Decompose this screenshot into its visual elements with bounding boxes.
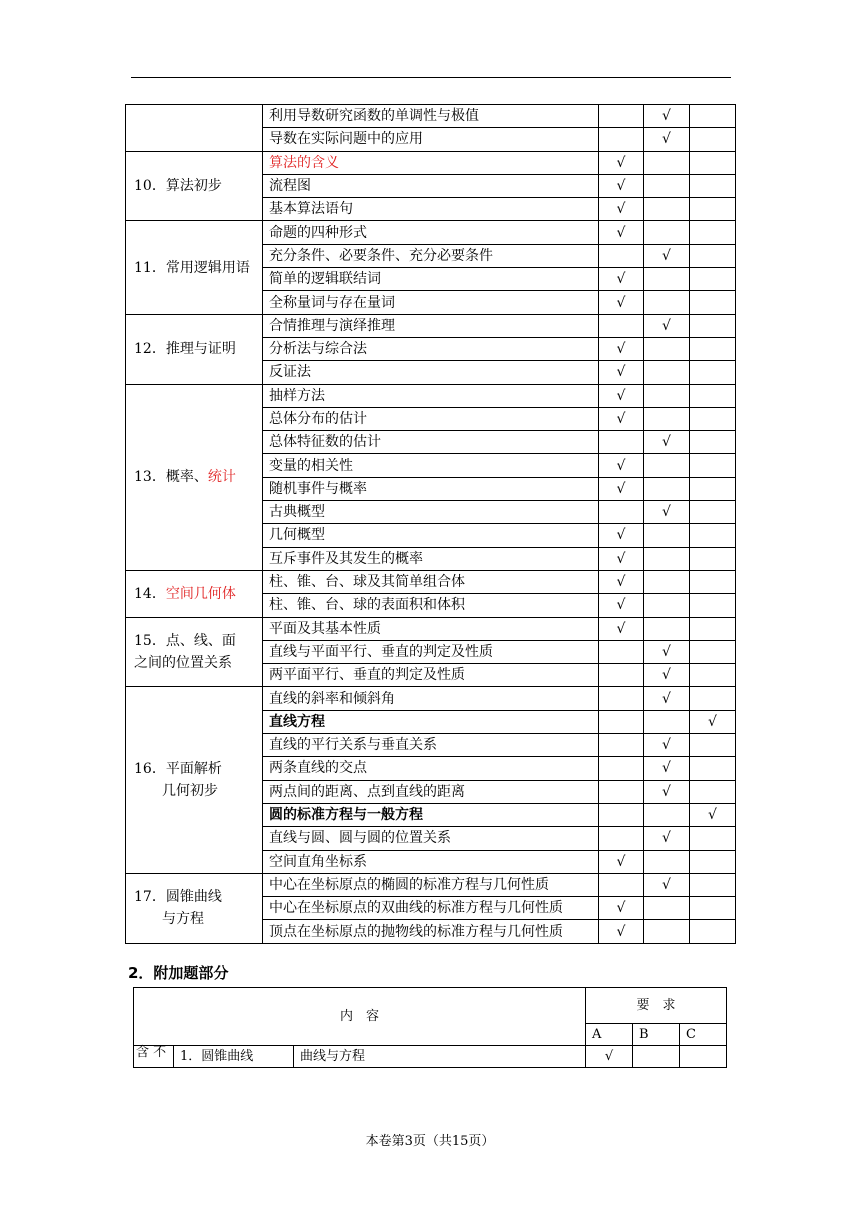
row-prefix: 含 不	[134, 1046, 174, 1068]
level-c-cell	[690, 454, 736, 477]
level-a-cell: √	[599, 268, 644, 291]
level-c-cell	[690, 524, 736, 547]
row-check-c	[680, 1046, 727, 1068]
level-a-cell: √	[599, 454, 644, 477]
level-b-cell	[644, 151, 690, 174]
level-a-cell	[599, 640, 644, 663]
content-cell: 直线与平面平行、垂直的判定及性质	[263, 640, 599, 663]
content-cell: 中心在坐标原点的椭圆的标准方程与几何性质	[263, 873, 599, 896]
content-cell: 平面及其基本性质	[263, 617, 599, 640]
content-cell: 几何概型	[263, 524, 599, 547]
level-a-cell: √	[599, 407, 644, 430]
level-c-cell	[690, 547, 736, 570]
level-b-cell: √	[644, 780, 690, 803]
col-a: A	[586, 1024, 633, 1046]
content-cell: 直线的斜率和倾斜角	[263, 687, 599, 710]
level-a-cell	[599, 128, 644, 151]
content-cell: 合情推理与演绎推理	[263, 314, 599, 337]
table-row	[126, 687, 736, 710]
level-a-cell	[599, 314, 644, 337]
content-cell: 柱、锥、台、球的表面积和体积	[263, 594, 599, 617]
content-cell: 空间直角坐标系	[263, 850, 599, 873]
level-c-cell	[690, 873, 736, 896]
level-a-cell: √	[599, 570, 644, 593]
topic-cell	[126, 687, 263, 873]
content-cell: 基本算法语句	[263, 198, 599, 221]
header-content: 内 容	[134, 988, 586, 1046]
table-row	[126, 314, 736, 337]
level-a-cell	[599, 664, 644, 687]
content-cell: 直线的平行关系与垂直关系	[263, 734, 599, 757]
level-b-cell	[644, 361, 690, 384]
level-c-cell	[690, 198, 736, 221]
content-cell: 简单的逻辑联结词	[263, 268, 599, 291]
level-a-cell: √	[599, 547, 644, 570]
level-a-cell	[599, 734, 644, 757]
content-cell: 顶点在坐标原点的抛物线的标准方程与几何性质	[263, 920, 599, 943]
content-cell: 充分条件、必要条件、充分必要条件	[263, 244, 599, 267]
table-row	[126, 105, 736, 128]
level-c-cell	[690, 337, 736, 360]
level-c-cell	[690, 221, 736, 244]
level-b-cell: √	[644, 687, 690, 710]
level-b-cell: √	[644, 734, 690, 757]
topic-cell	[126, 221, 263, 314]
content-cell: 两点间的距离、点到直线的距离	[263, 780, 599, 803]
level-a-cell	[599, 827, 644, 850]
topic-label-highlight: 空间几何体	[165, 585, 236, 602]
topic-cell	[126, 873, 263, 943]
level-c-cell	[690, 734, 736, 757]
content-cell: 柱、锥、台、球及其简单组合体	[263, 570, 599, 593]
level-b-cell	[644, 897, 690, 920]
level-a-cell	[599, 244, 644, 267]
level-c-cell	[690, 827, 736, 850]
level-a-cell: √	[599, 617, 644, 640]
topic-label: 11．常用逻辑用语	[134, 259, 250, 276]
level-b-cell	[644, 198, 690, 221]
level-c-cell	[690, 151, 736, 174]
level-a-cell: √	[599, 151, 644, 174]
table-row	[126, 570, 736, 593]
level-b-cell	[644, 221, 690, 244]
level-a-cell: √	[599, 920, 644, 943]
row-check-b	[633, 1046, 680, 1068]
level-b-cell	[644, 174, 690, 197]
topic-label-highlight: 统计	[207, 469, 236, 486]
level-b-cell	[644, 617, 690, 640]
level-b-cell	[644, 454, 690, 477]
level-c-cell	[690, 501, 736, 524]
content-cell: 互斥事件及其发生的概率	[263, 547, 599, 570]
level-a-cell	[599, 780, 644, 803]
level-a-cell: √	[599, 291, 644, 314]
content-cell: 圆的标准方程与一般方程	[263, 803, 599, 826]
table-row	[126, 873, 736, 896]
level-c-cell	[690, 687, 736, 710]
table-row	[126, 221, 736, 244]
level-b-cell	[644, 710, 690, 733]
level-c-cell	[690, 594, 736, 617]
level-b-cell: √	[644, 244, 690, 267]
level-c-cell	[690, 361, 736, 384]
level-c-cell: √	[690, 803, 736, 826]
level-c-cell	[690, 640, 736, 663]
level-c-cell	[690, 128, 736, 151]
level-c-cell	[690, 897, 736, 920]
level-c-cell	[690, 314, 736, 337]
level-c-cell	[690, 431, 736, 454]
level-a-cell: √	[599, 221, 644, 244]
topic-label-line2: 与方程	[162, 911, 204, 928]
level-a-cell: √	[599, 524, 644, 547]
content-cell: 流程图	[263, 174, 599, 197]
level-c-cell	[690, 291, 736, 314]
col-b: B	[633, 1024, 680, 1046]
content-cell: 总体分布的估计	[263, 407, 599, 430]
header-rule	[131, 77, 731, 78]
level-c-cell	[690, 570, 736, 593]
additional-table	[133, 987, 727, 1068]
level-b-cell: √	[644, 827, 690, 850]
level-b-cell: √	[644, 640, 690, 663]
level-c-cell	[690, 244, 736, 267]
level-b-cell	[644, 268, 690, 291]
level-b-cell	[644, 803, 690, 826]
topic-label-line2: 之间的位置关系	[134, 654, 232, 671]
topic-label: 14．空间几何体	[134, 585, 236, 602]
topic-label-line2: 几何初步	[162, 783, 218, 800]
topic-label: 17．圆锥曲线	[134, 889, 222, 906]
level-c-cell	[690, 174, 736, 197]
topic-cell	[126, 314, 263, 384]
content-cell: 中心在坐标原点的双曲线的标准方程与几何性质	[263, 897, 599, 920]
content-cell: 反证法	[263, 361, 599, 384]
page-footer: 本卷第3页（共15页）	[365, 1134, 495, 1149]
content-cell: 导数在实际问题中的应用	[263, 128, 599, 151]
topic-label: 16．平面解析	[134, 761, 222, 778]
level-c-cell	[690, 780, 736, 803]
content-cell: 两平面平行、垂直的判定及性质	[263, 664, 599, 687]
level-c-cell	[690, 268, 736, 291]
level-a-cell: √	[599, 384, 644, 407]
level-a-cell	[599, 501, 644, 524]
topic-cell	[126, 570, 263, 617]
level-b-cell	[644, 291, 690, 314]
content-cell: 全称量词与存在量词	[263, 291, 599, 314]
level-b-cell	[644, 384, 690, 407]
row-content: 曲线与方程	[294, 1046, 586, 1068]
content-cell: 两条直线的交点	[263, 757, 599, 780]
level-c-cell	[690, 617, 736, 640]
level-a-cell: √	[599, 594, 644, 617]
level-a-cell: √	[599, 850, 644, 873]
content-cell: 分析法与综合法	[263, 337, 599, 360]
topic-label: 15．点、线、面	[134, 632, 236, 649]
table-row	[126, 151, 736, 174]
level-a-cell: √	[599, 477, 644, 500]
content-cell: 直线与圆、圆与圆的位置关系	[263, 827, 599, 850]
section-title: 2．附加题部分	[128, 964, 229, 982]
level-b-cell: √	[644, 105, 690, 128]
level-b-cell	[644, 547, 690, 570]
level-b-cell	[644, 524, 690, 547]
level-a-cell: √	[599, 897, 644, 920]
level-b-cell: √	[644, 128, 690, 151]
level-a-cell	[599, 710, 644, 733]
level-b-cell: √	[644, 314, 690, 337]
level-a-cell	[599, 105, 644, 128]
col-c: C	[680, 1024, 727, 1046]
table-row	[126, 617, 736, 640]
content-cell: 古典概型	[263, 501, 599, 524]
level-a-cell	[599, 757, 644, 780]
level-b-cell	[644, 920, 690, 943]
level-a-cell	[599, 431, 644, 454]
level-b-cell	[644, 407, 690, 430]
level-c-cell: √	[690, 710, 736, 733]
content-cell: 变量的相关性	[263, 454, 599, 477]
level-b-cell: √	[644, 757, 690, 780]
level-b-cell	[644, 570, 690, 593]
level-c-cell	[690, 664, 736, 687]
level-a-cell: √	[599, 198, 644, 221]
topic-label: 12．推理与证明	[134, 341, 236, 358]
content-cell: 利用导数研究函数的单调性与极值	[263, 105, 599, 128]
level-c-cell	[690, 384, 736, 407]
level-c-cell	[690, 477, 736, 500]
level-b-cell	[644, 594, 690, 617]
level-c-cell	[690, 757, 736, 780]
topic-cell	[126, 105, 263, 152]
row-check-a: √	[586, 1046, 633, 1068]
header-requirement: 要 求	[586, 988, 727, 1024]
level-c-cell	[690, 407, 736, 430]
level-b-cell	[644, 850, 690, 873]
row-topic: 1．圆锥曲线	[174, 1046, 294, 1068]
level-b-cell: √	[644, 664, 690, 687]
topic-cell	[126, 384, 263, 570]
level-a-cell	[599, 803, 644, 826]
content-cell: 抽样方法	[263, 384, 599, 407]
content-cell: 直线方程	[263, 710, 599, 733]
level-c-cell	[690, 105, 736, 128]
topic-label: 13．概率、统计	[134, 469, 236, 486]
level-b-cell: √	[644, 431, 690, 454]
content-cell: 命题的四种形式	[263, 221, 599, 244]
content-cell: 总体特征数的估计	[263, 431, 599, 454]
requirements-table	[125, 104, 736, 944]
level-c-cell	[690, 920, 736, 943]
level-b-cell	[644, 477, 690, 500]
level-c-cell	[690, 850, 736, 873]
level-a-cell	[599, 687, 644, 710]
level-a-cell: √	[599, 361, 644, 384]
level-b-cell	[644, 337, 690, 360]
content-cell: 随机事件与概率	[263, 477, 599, 500]
content-cell: 算法的含义	[263, 151, 599, 174]
topic-label: 10．算法初步	[134, 178, 222, 195]
level-b-cell: √	[644, 873, 690, 896]
table-row	[126, 384, 736, 407]
level-a-cell: √	[599, 174, 644, 197]
topic-cell	[126, 151, 263, 221]
topic-cell	[126, 617, 263, 687]
level-a-cell	[599, 873, 644, 896]
level-b-cell: √	[644, 501, 690, 524]
level-a-cell: √	[599, 337, 644, 360]
